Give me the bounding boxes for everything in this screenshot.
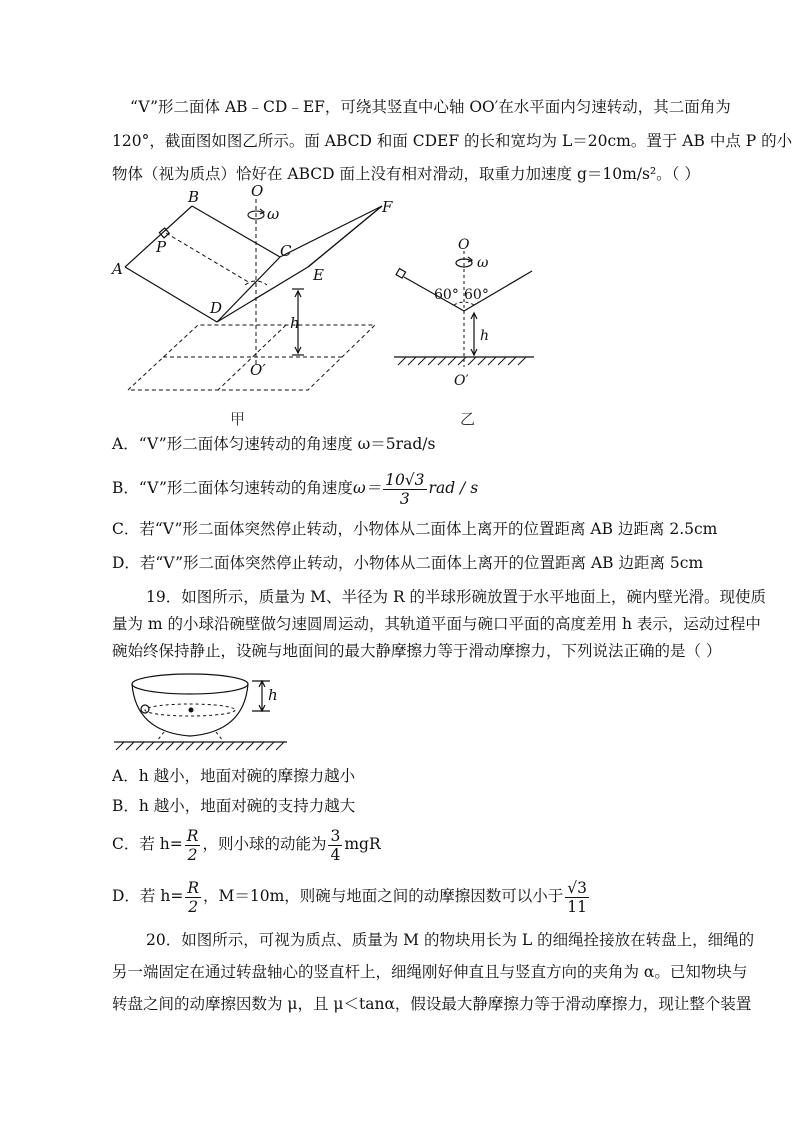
q18-option-b-omega: ω＝ (352, 479, 382, 497)
q19-option-a: A．h 越小，地面对碗的摩擦力越小 (112, 767, 356, 785)
fig-jia-label-C: C (280, 242, 292, 260)
q18-option-b (112, 468, 478, 508)
fig-yi-angle-right: 60° (464, 287, 489, 303)
q19-option-c (112, 824, 381, 864)
fig-yi-caption: 乙 (460, 410, 476, 428)
fig-yi-label-omega: ω (477, 255, 489, 271)
q20-stem-line-1: 20．如图所示，可视为质点、质量为 M 的物块用长为 L 的细绳拴接放在转盘上，细绳的 (146, 931, 755, 949)
q19-option-b: B．h 越小，地面对碗的支持力越大 (112, 797, 356, 815)
q19-option-c-mid: ，则小球的动能为 (202, 835, 327, 853)
q18-option-c: C．若“V”形二面体突然停止转动，小物体从二面体上离开的位置距离 AB 边距离 2.5cm (112, 520, 718, 538)
fig-yi-label-h: h (480, 328, 490, 344)
q19-option-c-prefix: C．若 h= (112, 835, 183, 853)
figure-bowl (112, 668, 297, 753)
q18-option-b-num: 10√3 (385, 470, 425, 489)
fig-yi-label-O-prime: O′ (454, 373, 469, 389)
q19-option-c-frac1 (185, 827, 201, 864)
fig-yi-angle-left: 60° (434, 287, 459, 303)
q19-option-d-prefix: D．若 h= (112, 887, 184, 905)
q18-stem-line-2: 120°，截面图如图乙所示。面 ABCD 和面 CDEF 的长和宽均为 L＝20cm。置于 AB 中点 P 的小 (112, 132, 793, 150)
q18-stem-line-3: 物体（视为质点）恰好在 ABCD 面上没有相对滑动，取重力加速度 g＝10m/s²。（ ） (112, 165, 700, 183)
q18-option-d: D．若“V”形二面体突然停止转动，小物体从二面体上离开的位置距离 AB 边距离 5cm (112, 554, 704, 572)
figure-jia (110, 185, 400, 395)
q18-option-b-prefix: B．“V”形二面体匀速转动的角速度 (112, 479, 353, 497)
q20-stem-line-2: 另一端固定在通过转盘轴心的竖直杆上，细绳刚好伸直且与竖直方向的夹角为 α。已知物块与 (112, 963, 748, 981)
fig-jia-label-F: F (382, 198, 393, 216)
q19-stem-line-3: 碗始终保持静止，设碗与地面间的最大静摩擦力等于滑动摩擦力，下列说法正确的是（ ） (112, 642, 722, 660)
q19-option-d-mid: ，M＝10m，则碗与地面之间的动摩擦因数可以小于 (203, 887, 564, 905)
fig-jia-label-B: B (188, 188, 200, 206)
q19-option-d-num2: √3 (567, 878, 588, 897)
q19-option-c-num2: 3 (330, 826, 341, 845)
figure-yi (392, 235, 552, 395)
fig-jia-label-P: P (156, 238, 167, 256)
fig-bowl-label-h: h (268, 686, 278, 704)
q19-option-c-suffix: mgR (344, 835, 381, 853)
q19-stem-line-2: 量为 m 的小球沿碗壁做匀速圆周运动，其轨道平面与碗口平面的高度差用 h 表示，运动过程中 (112, 615, 761, 633)
q18-option-b-den: 3 (399, 489, 410, 508)
q18-option-b-unit: rad / s (428, 479, 479, 497)
fig-jia-label-omega: ω (267, 205, 280, 223)
fig-jia-caption: 甲 (230, 410, 246, 428)
q19-option-d-frac1 (185, 879, 201, 916)
fig-yi-label-O: O (458, 237, 470, 253)
q18-option-a: A．“V”形二面体匀速转动的角速度 ω＝5rad/s (112, 435, 436, 453)
q18-option-b-fraction (383, 471, 426, 508)
fig-jia-label-O: O (251, 185, 264, 200)
fig-jia-label-E: E (313, 266, 324, 284)
q19-option-d-frac2 (565, 879, 589, 916)
q19-option-c-frac2 (328, 827, 342, 864)
q19-stem-line-1: 19．如图所示，质量为 M、半径为 R 的半球形碗放置于水平地面上，碗内壁光滑。现使质 (146, 588, 767, 606)
q19-option-d (112, 876, 591, 916)
q19-option-d-num1: R (187, 878, 199, 897)
q20-stem-line-3: 转盘之间的动摩擦因数为 μ，且 μ＜tanα，假设最大静摩擦力等于滑动摩擦力，现让整个装置 (112, 995, 752, 1013)
q19-option-c-den2: 4 (330, 845, 341, 864)
q19-option-c-num1: R (186, 826, 199, 845)
q19-option-c-den1: 2 (187, 845, 198, 864)
q19-option-d-den1: 2 (188, 897, 199, 916)
q19-option-d-den2: 11 (567, 897, 588, 916)
fig-jia-label-A: A (112, 260, 123, 278)
fig-jia-label-O-prime: O′ (250, 361, 266, 379)
q18-stem-line-1: “V”形二面体 AB﹣CD﹣EF，可绕其竖直中心轴 OO′在水平面内匀速转动，其二面角为 (130, 98, 731, 116)
fig-jia-label-h: h (290, 314, 300, 332)
fig-jia-label-D: D (210, 299, 223, 317)
